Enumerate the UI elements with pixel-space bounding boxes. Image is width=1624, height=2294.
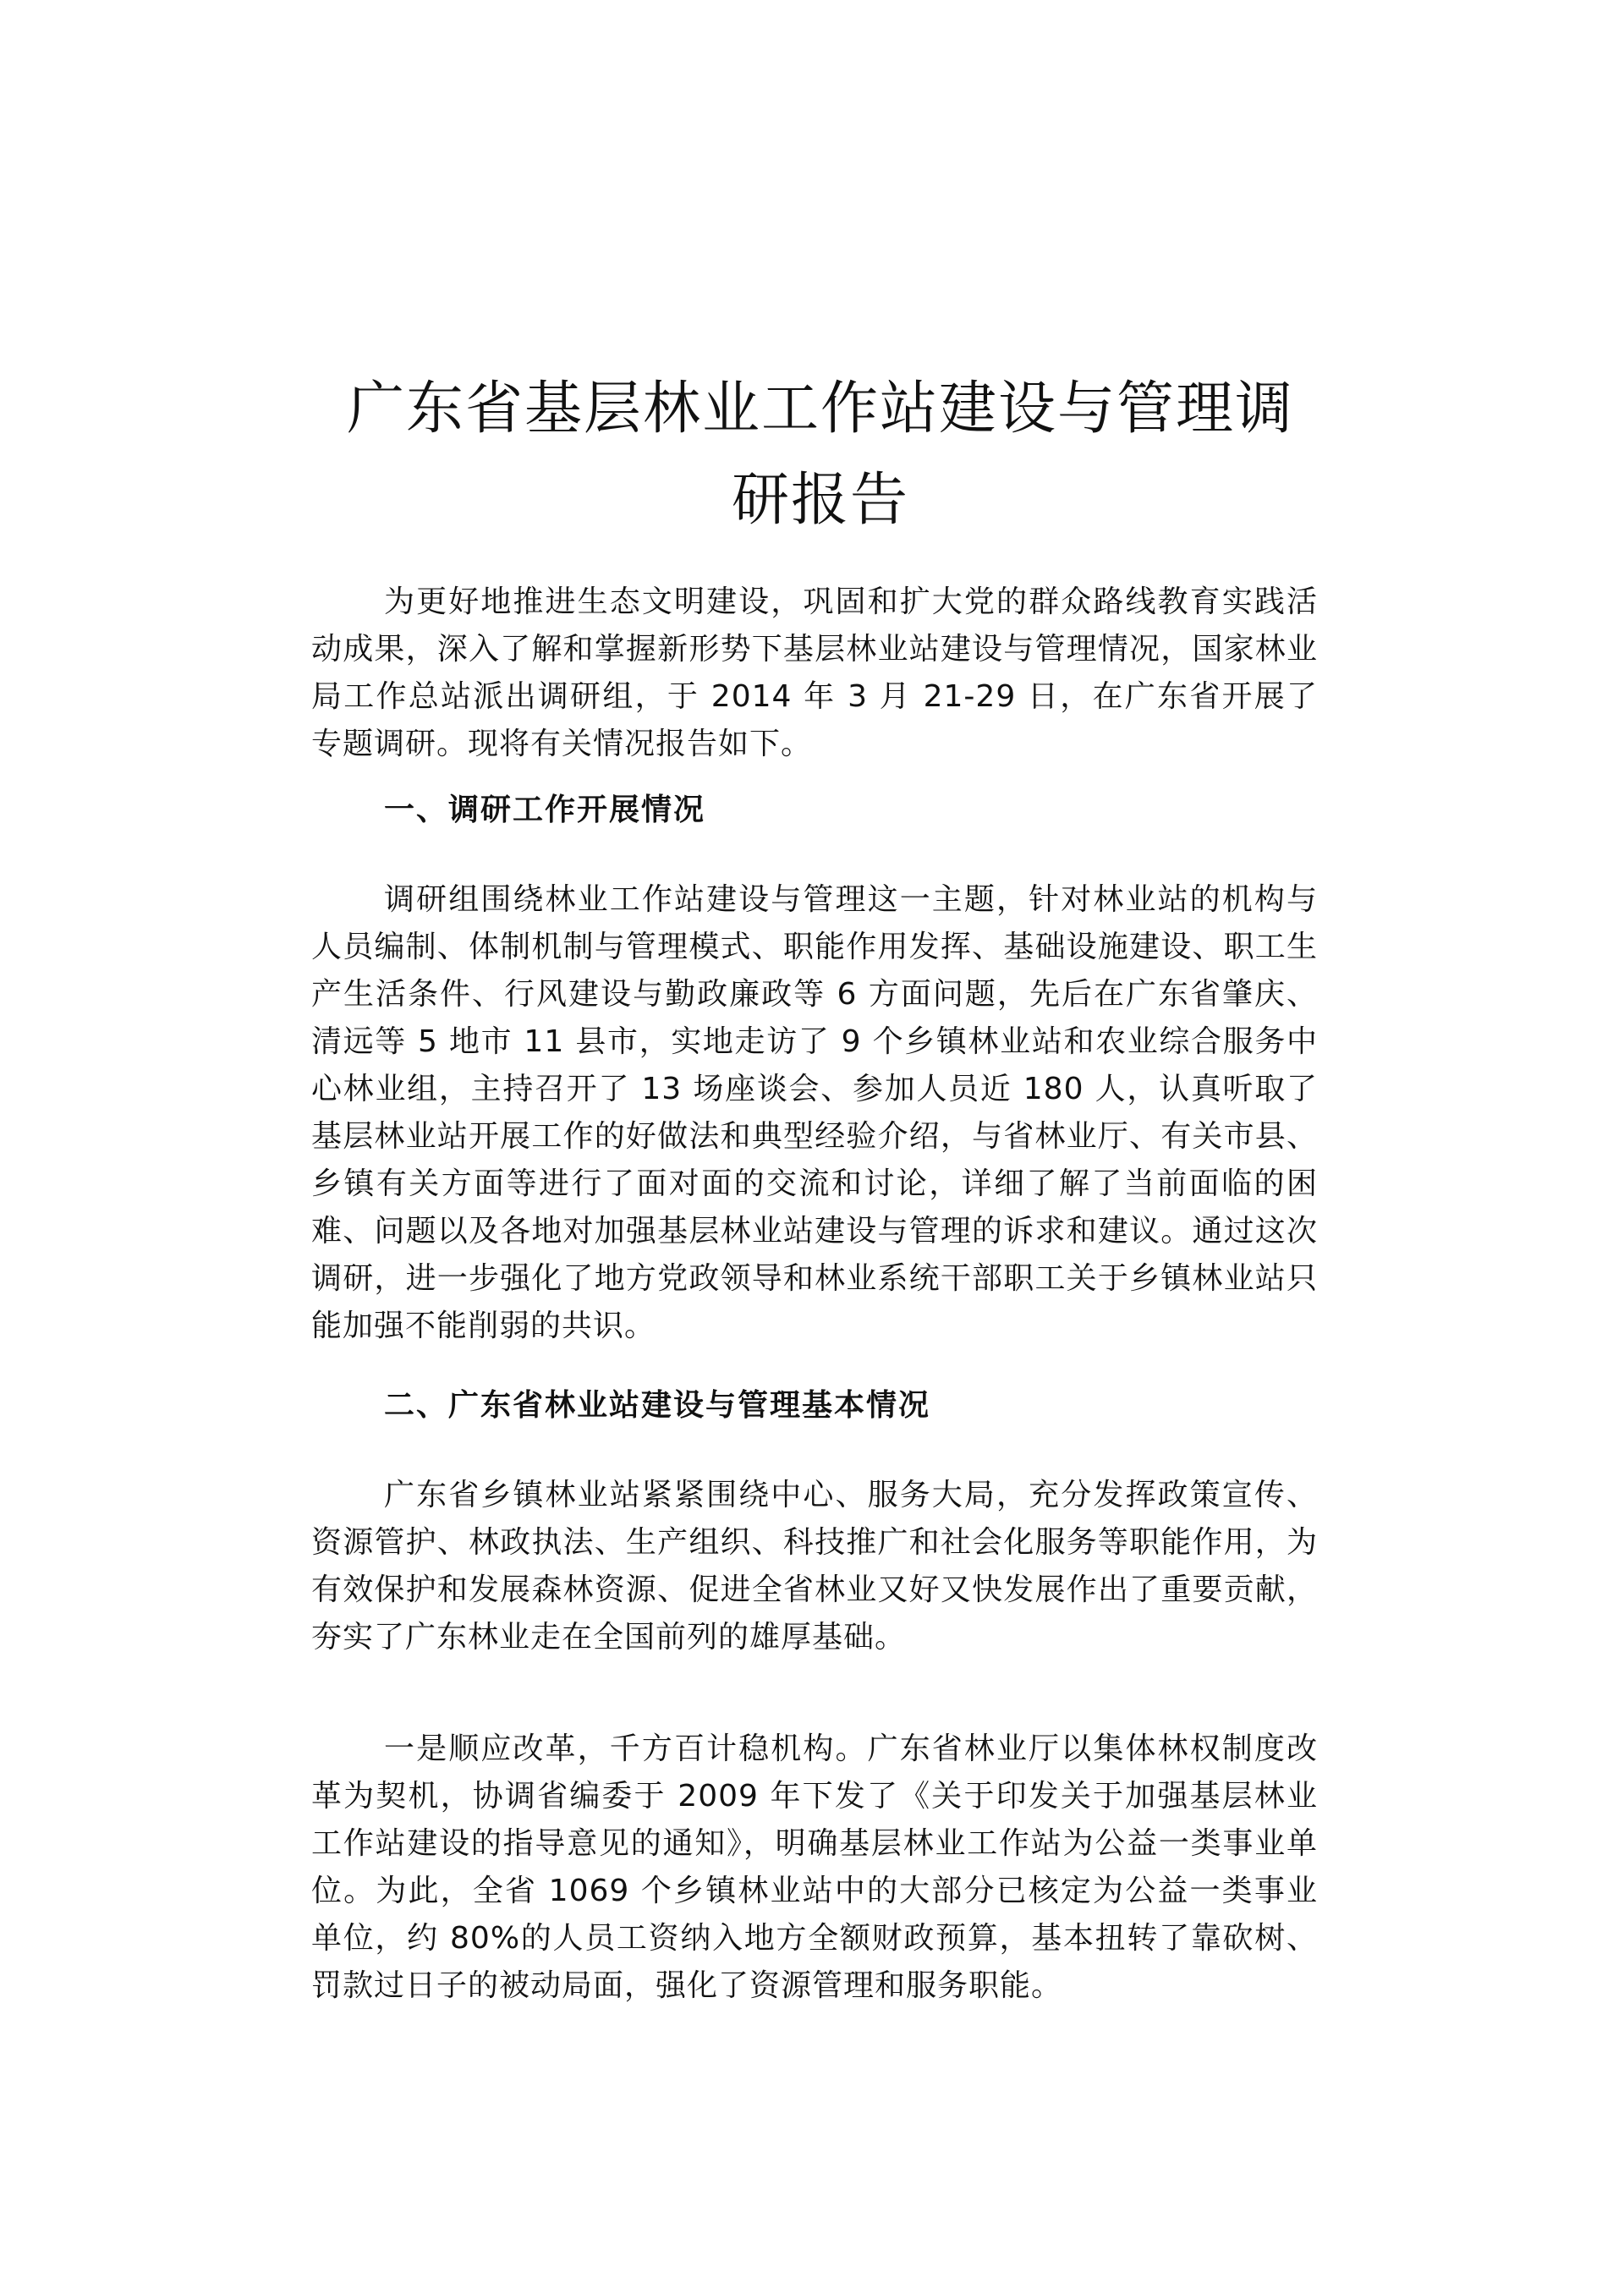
intro-paragraph: 为更好地推进生态文明建设，巩固和扩大党的群众路线教育实践活动成果，深入了解和掌握新形势下基层林业站建设与管理情况，国家林业局工作总站派出调研组，于 2014 年 3 月 21-29 日，在广东省开展了专题调研。现将有关情况报告如下。 — [311, 584, 1318, 761]
document-title: 广东省基层林业工作站建设与管理调研报告 — [346, 376, 1294, 534]
section-heading-2: 二、广东省林业站建设与管理基本情况 — [384, 1388, 931, 1423]
section-1-paragraph: 调研组围绕林业工作站建设与管理这一主题，针对林业站的机构与人员编制、体制机制与管理模式、职能作用发挥、基础设施建设、职工生产生活条件、行风建设与勤政廉政等 6 方面问题，先后在广东省肇庆、清远等 5 地市 11 县市，实地走访了 9 个乡镇林业站和农业综合服务中心林业组，主持召开了 13 场座谈会、参加人员近 180 人，认真听取了基层林业站开展工作的好做法和典型经验介绍，与省林业厅、有关市县、乡镇有关方面等进行了面对面的交流和讨论，详细了解了当前面临的困难、问题以及各地对加强基层林业站建设与管理的诉求和建议。通过这次调研，进一步强化了地方党政领导和林业系统干部职工关于乡镇林业站只能加强不能削弱的共识。 — [311, 882, 1318, 1343]
section-2-paragraph-1: 广东省乡镇林业站紧紧围绕中心、服务大局，充分发挥政策宣传、资源管护、林政执法、生产组织、科技推广和社会化服务等职能作用，为有效保护和发展森林资源、促进全省林业又好又快发展作出了重要贡献，夯实了广东林业走在全国前列的雄厚基础。 — [311, 1478, 1318, 1655]
section-2-paragraph-2: 一是顺应改革，千方百计稳机构。广东省林业厅以集体林权制度改革为契机，协调省编委于 2009 年下发了《关于印发关于加强基层林业工作站建设的指导意见的通知》，明确基层林业工作站为公益一类事业单位。为此，全省 1069 个乡镇林业站中的大部分已核定为公益一类事业单位，约 80%的人员工资纳入地方全额财政预算，基本扭转了靠砍树、罚款过日子的被动局面，强化了资源管理和服务职能。 — [311, 1731, 1318, 2003]
section-heading-1: 一、调研工作开展情况 — [384, 793, 706, 827]
